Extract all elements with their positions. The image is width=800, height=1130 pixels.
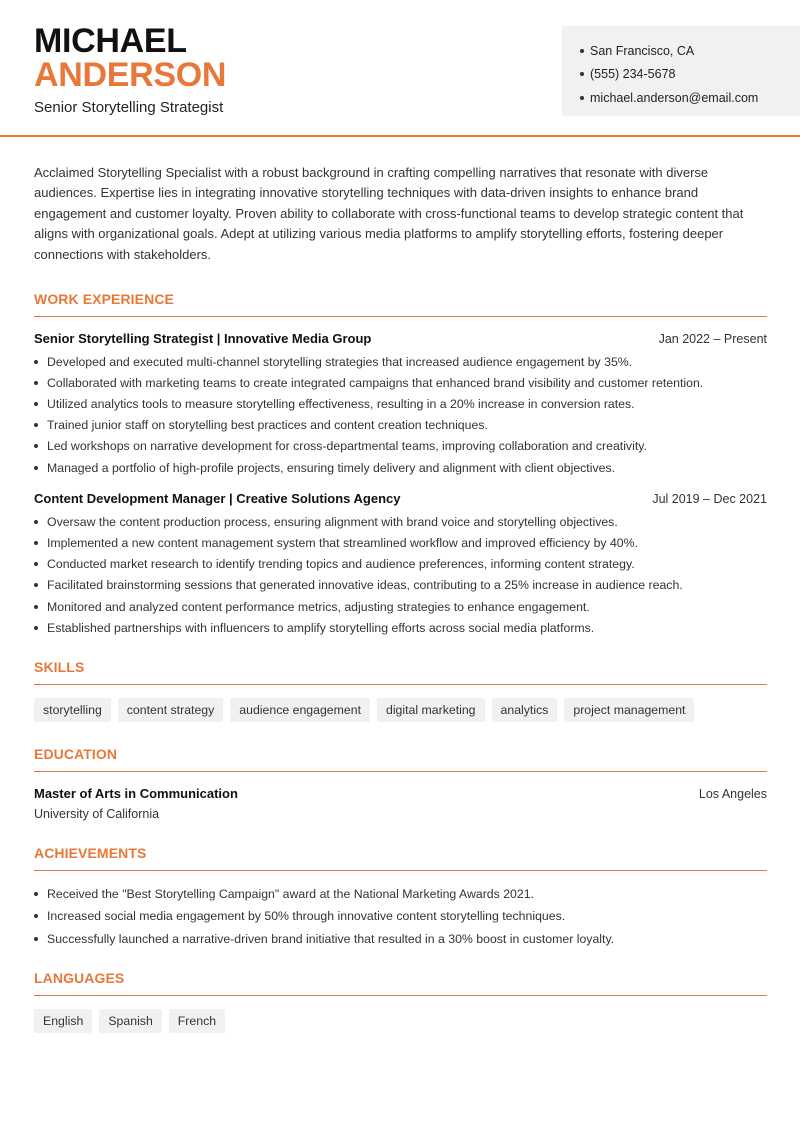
contact-location [580, 39, 782, 63]
bullet-text: Led workshops on narrative development for cross-departmental teams, improving collaboration and creativity. [47, 439, 647, 454]
bullet-icon [34, 402, 38, 406]
list-item [34, 596, 767, 617]
bullet-icon [580, 49, 584, 53]
achievements-section [34, 845, 767, 950]
job-header [34, 491, 767, 506]
language-tag: French [169, 1009, 225, 1033]
email-text[interactable]: michael.anderson@email.com [590, 90, 759, 105]
list-item [34, 882, 767, 905]
list-item [34, 436, 767, 457]
job-title: Senior Storytelling Strategist [34, 99, 224, 116]
education-section [34, 746, 767, 821]
section-title-work: WORK EXPERIENCE [34, 291, 174, 308]
header-divider [0, 135, 800, 137]
list-item [34, 457, 767, 478]
bullet-icon [580, 96, 584, 100]
list-item [34, 351, 767, 372]
contact-box [562, 26, 800, 116]
language-tags [34, 1009, 767, 1033]
list-item [34, 532, 767, 553]
bullet-text: Developed and executed multi-channel storytelling strategies that increased audience engagement by 35%. [47, 354, 633, 369]
bullet-icon [34, 626, 38, 630]
bullet-text: Increased social media engagement by 50% through innovative content storytelling techniques. [47, 909, 566, 924]
bullet-icon [34, 562, 38, 566]
job-header [34, 331, 767, 346]
location-text: San Francisco, CA [590, 43, 695, 58]
degree: Master of Arts in Communication [34, 786, 238, 802]
list-item [34, 393, 767, 414]
bullet-icon [580, 72, 584, 76]
list-item [34, 415, 767, 436]
resume-body [34, 163, 767, 1033]
bullet-icon [34, 381, 38, 385]
bullet-text: Successfully launched a narrative-driven brand initiative that resulted in a 30% boost in customer loyalty. [47, 931, 615, 946]
skill-tag: audience engagement [230, 698, 370, 722]
job-bullets [34, 351, 767, 478]
list-item [34, 905, 767, 928]
bullet-icon [34, 360, 38, 364]
bullet-text: Conducted market research to identify trending topics and audience preferences, informing content strategy. [47, 557, 635, 572]
last-name: ANDERSON [34, 56, 227, 94]
contact-email [580, 86, 782, 110]
section-divider [34, 684, 767, 685]
summary-text: Acclaimed Storytelling Specialist with a robust background in crafting compelling narratives that resonate with diverse audiences. Expertise lies in integrating innovative storytelling techniques with data-driven insights to enhance brand engagement and customer loyalty. Proven ability to collaborate with cross-functional teams to develop strategic content that aligns with organizational goals. Adept at utilizing various media platforms to amplify storytelling efforts, fostering deeper connections with stakeholders. [34, 165, 744, 262]
skill-tag: digital marketing [377, 698, 485, 722]
section-title-languages: LANGUAGES [34, 969, 125, 986]
list-item [34, 927, 767, 950]
section-divider [34, 870, 767, 871]
section-divider [34, 316, 767, 317]
skills-section [34, 659, 767, 722]
bullet-icon [34, 466, 38, 470]
skill-tag: storytelling [34, 698, 111, 722]
education-entry [34, 786, 767, 821]
language-tag: English [34, 1009, 92, 1033]
skill-tag: content strategy [118, 698, 224, 722]
language-tag: Spanish [99, 1009, 161, 1033]
bullet-text: Established partnerships with influencers to amplify storytelling efforts across social media platforms. [47, 620, 595, 635]
section-title-skills: SKILLS [34, 659, 85, 676]
contact-phone [580, 63, 782, 87]
section-title-education: EDUCATION [34, 746, 118, 763]
job-entry [34, 491, 767, 638]
languages-section [34, 970, 767, 1033]
list-item [34, 372, 767, 393]
job-role: Content Development Manager | Creative Solutions Agency [34, 491, 401, 507]
bullet-icon [34, 605, 38, 609]
bullet-text: Collaborated with marketing teams to create integrated campaigns that enhanced brand visibility and customer retention. [47, 375, 704, 390]
school: University of California [34, 807, 160, 822]
education-location: Los Angeles [698, 787, 767, 802]
bullet-icon [34, 583, 38, 587]
bullet-text: Received the "Best Storytelling Campaign" award at the National Marketing Awards 2021. [47, 886, 534, 901]
bullet-text: Trained junior staff on storytelling best practices and content creation techniques. [47, 418, 488, 433]
skill-tag: project management [564, 698, 694, 722]
work-section [34, 291, 767, 638]
bullet-text: Facilitated brainstorming sessions that generated innovative ideas, contributing to a 25% increase in audience reach. [47, 578, 683, 593]
bullet-text: Oversaw the content production process, ensuring alignment with brand voice and storytelling objectives. [47, 514, 618, 529]
education-header [34, 786, 767, 801]
bullet-icon [34, 937, 38, 941]
section-divider [34, 771, 767, 772]
phone-text: (555) 234-5678 [590, 67, 676, 82]
bullet-icon [34, 541, 38, 545]
job-role: Senior Storytelling Strategist | Innovative Media Group [34, 331, 372, 347]
skill-tag: analytics [492, 698, 558, 722]
bullet-icon [34, 423, 38, 427]
bullet-icon [34, 444, 38, 448]
first-name: MICHAEL [34, 22, 187, 60]
bullet-text: Managed a portfolio of high-profile projects, ensuring timely delivery and alignment with client objectives. [47, 460, 616, 475]
skills-tags [34, 698, 767, 722]
list-item [34, 575, 767, 596]
list-item [34, 511, 767, 532]
bullet-text: Utilized analytics tools to measure storytelling effectiveness, resulting in a 20% increase in conversion rates. [47, 397, 635, 411]
resume-header [0, 0, 800, 137]
job-bullets [34, 511, 767, 638]
job-entry [34, 331, 767, 478]
bullet-text: Monitored and analyzed content performance metrics, adjusting strategies to enhance engagement. [47, 599, 590, 614]
job-dates: Jan 2022 – Present [658, 332, 767, 347]
bullet-text: Implemented a new content management system that streamlined workflow and improved efficiency by 40%. [47, 535, 639, 550]
bullet-icon [34, 914, 38, 918]
list-item [34, 554, 767, 575]
bullet-icon [34, 520, 38, 524]
section-title-achievements: ACHIEVEMENTS [34, 845, 147, 862]
achievements-list [34, 882, 767, 950]
list-item [34, 617, 767, 638]
job-dates: Jul 2019 – Dec 2021 [652, 492, 767, 507]
section-divider [34, 995, 767, 996]
bullet-icon [34, 892, 38, 896]
